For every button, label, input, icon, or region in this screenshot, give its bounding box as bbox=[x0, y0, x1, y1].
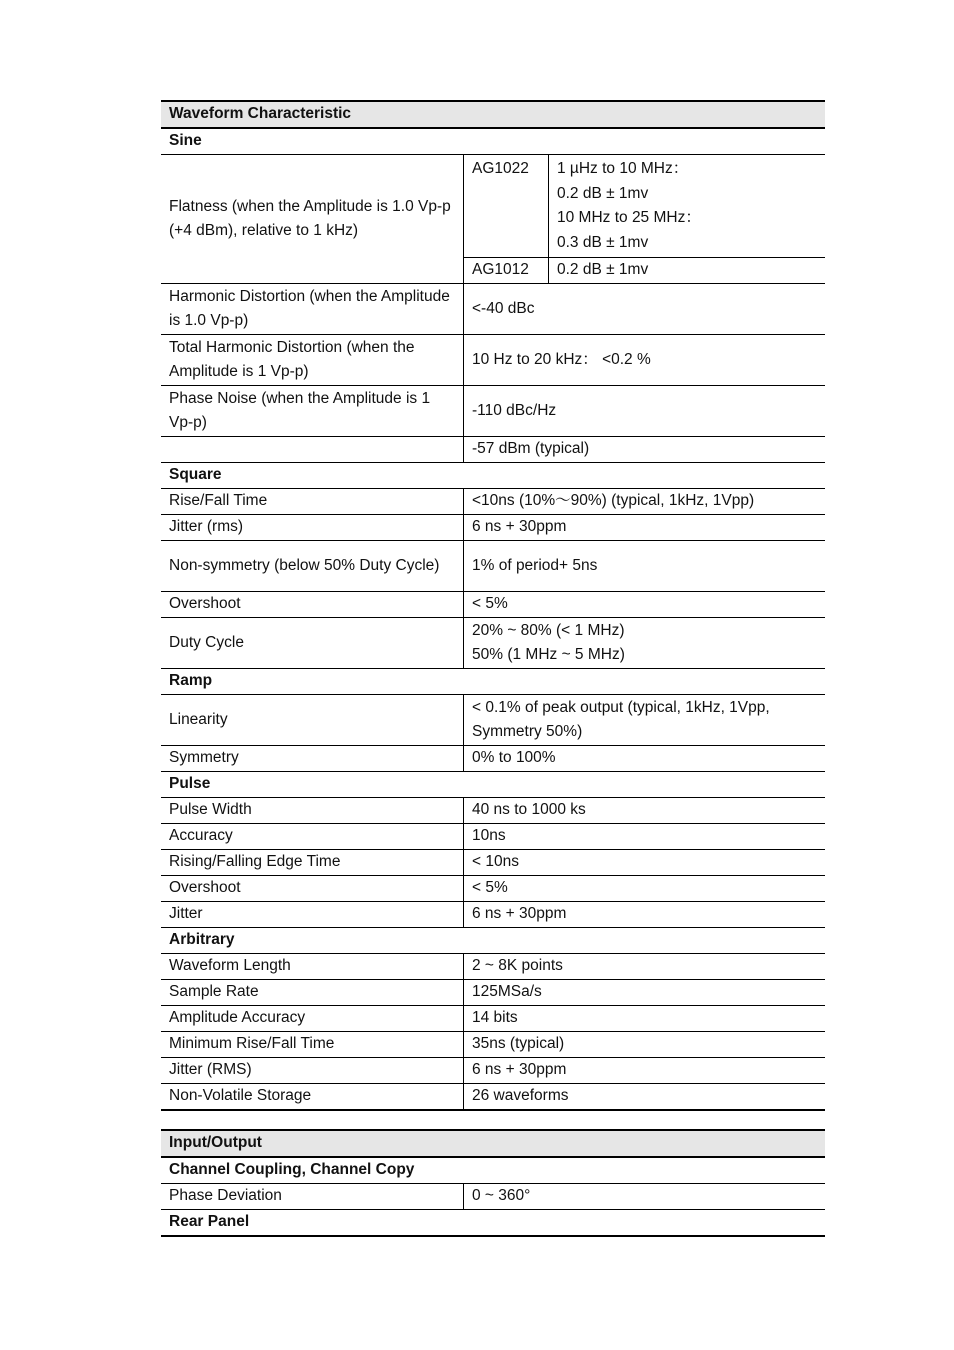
input-output-table bbox=[161, 1129, 825, 1237]
spec-value: -57 dBm (typical) bbox=[464, 437, 826, 463]
spec-value: <-40 dBc bbox=[464, 284, 826, 335]
spec-value: 40 ns to 1000 ks bbox=[464, 798, 826, 824]
spec-label: Waveform Length bbox=[161, 954, 464, 980]
spec-value: 6 ns + 30ppm bbox=[464, 902, 826, 928]
spec-value: 1% of period+ 5ns bbox=[464, 541, 826, 592]
spec-label: Minimum Rise/Fall Time bbox=[161, 1032, 464, 1058]
model-ag1022: AG1022 bbox=[464, 155, 549, 258]
spec-label: Pulse Width bbox=[161, 798, 464, 824]
ag1012-flatness-value: 0.2 dB ± 1mv bbox=[549, 258, 826, 284]
value-line: 20% ~ 80% (< 1 MHz) bbox=[472, 621, 625, 639]
spec-value: -110 dBc/Hz bbox=[464, 386, 826, 437]
ag1022-line: 0.3 dB ± 1mv bbox=[557, 233, 649, 251]
spec-value: 26 waveforms bbox=[464, 1084, 826, 1111]
section-title-channel: Channel Coupling, Channel Copy bbox=[161, 1157, 825, 1184]
spec-value bbox=[464, 618, 826, 669]
spec-label: Accuracy bbox=[161, 824, 464, 850]
spec-label: Jitter (rms) bbox=[161, 515, 464, 541]
spec-label: Non-symmetry (below 50% Duty Cycle) bbox=[161, 541, 464, 592]
spec-label: Sample Rate bbox=[161, 980, 464, 1006]
spec-label: Rising/Falling Edge Time bbox=[161, 850, 464, 876]
spec-value: 6 ns + 30ppm bbox=[464, 515, 826, 541]
spec-label: Harmonic Distortion (when the Amplitude is 1.0 Vp-p) bbox=[161, 284, 464, 335]
section-title-ramp: Ramp bbox=[161, 669, 825, 695]
spec-label: Overshoot bbox=[161, 592, 464, 618]
spec-label: Jitter bbox=[161, 902, 464, 928]
spec-label: Symmetry bbox=[161, 746, 464, 772]
section-title-square: Square bbox=[161, 463, 825, 489]
spec-label: Non-Volatile Storage bbox=[161, 1084, 464, 1111]
table-header: Waveform Characteristic bbox=[161, 101, 825, 128]
spec-value: < 5% bbox=[464, 592, 826, 618]
spec-value: <10ns (10%～90%) (typical, 1kHz, 1Vpp) bbox=[464, 489, 826, 515]
spec-value: 10 Hz to 20 kHz： <0.2 % bbox=[464, 335, 826, 386]
ag1022-line: 0.2 dB ± 1mv bbox=[557, 184, 649, 202]
ag1022-line: 10 MHz to 25 MHz： bbox=[557, 209, 701, 226]
spec-label: Phase Deviation bbox=[161, 1184, 464, 1210]
spec-label: Jitter (RMS) bbox=[161, 1058, 464, 1084]
spec-value: < 10ns bbox=[464, 850, 826, 876]
flatness-label: Flatness (when the Amplitude is 1.0 Vp-p (+4 dBm), relative to 1 kHz) bbox=[161, 155, 464, 284]
spec-label: Overshoot bbox=[161, 876, 464, 902]
spec-value: < 0.1% of peak output (typical, 1kHz, 1Vpp, Symmetry 50%) bbox=[464, 695, 826, 746]
spec-value: 35ns (typical) bbox=[464, 1032, 826, 1058]
waveform-spec-table bbox=[161, 100, 825, 1111]
section-title-rear-panel: Rear Panel bbox=[161, 1210, 825, 1237]
section-title-sine: Sine bbox=[161, 128, 825, 155]
table-header: Input/Output bbox=[161, 1130, 825, 1157]
spec-value: 125MSa/s bbox=[464, 980, 826, 1006]
spec-value: 0% to 100% bbox=[464, 746, 826, 772]
spec-label bbox=[161, 437, 464, 463]
ag1022-line: 1 µHz to 10 MHz： bbox=[557, 160, 689, 177]
spec-value: 14 bits bbox=[464, 1006, 826, 1032]
spec-value: 0 ~ 360° bbox=[464, 1184, 826, 1210]
section-title-arbitrary: Arbitrary bbox=[161, 928, 825, 954]
spec-label: Amplitude Accuracy bbox=[161, 1006, 464, 1032]
ag1022-flatness-value bbox=[549, 155, 826, 258]
spec-value: < 5% bbox=[464, 876, 826, 902]
model-ag1012: AG1012 bbox=[464, 258, 549, 284]
spec-label: Duty Cycle bbox=[161, 618, 464, 669]
spec-value: 6 ns + 30ppm bbox=[464, 1058, 826, 1084]
spec-label: Phase Noise (when the Amplitude is 1 Vp-p) bbox=[161, 386, 464, 437]
spec-label: Total Harmonic Distortion (when the Amplitude is 1 Vp-p) bbox=[161, 335, 464, 386]
spec-label: Linearity bbox=[161, 695, 464, 746]
section-title-pulse: Pulse bbox=[161, 772, 825, 798]
spec-value: 10ns bbox=[464, 824, 826, 850]
spec-value: 2 ~ 8K points bbox=[464, 954, 826, 980]
spec-label: Rise/Fall Time bbox=[161, 489, 464, 515]
value-line: 50% (1 MHz ~ 5 MHz) bbox=[472, 646, 625, 663]
